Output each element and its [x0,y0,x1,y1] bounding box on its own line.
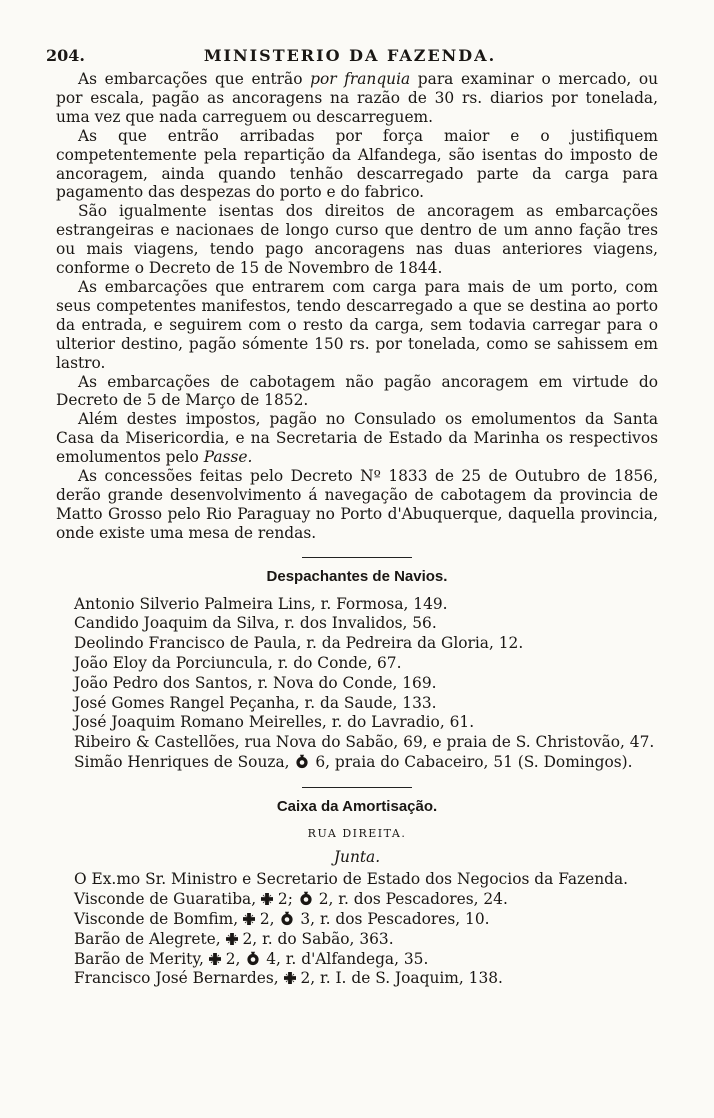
paragraph-text: As concessões feitas pelo Decreto Nº 1833 de 25 de Outubro de 1856, derão grande desenvolvimento á navegação de cabotagem da provincia de Matto Grosso pelo Rio Paraguay no Porto d'Abuquerque, daquella provincia, onde existe uma mesa de rendas. [56,467,658,542]
decoration-grade: 2, [313,890,334,909]
list-item [74,713,658,733]
order-christ-cross-icon [261,890,273,908]
list-item [74,694,658,714]
list-item [74,870,658,890]
caixa-address: RUA DIREITA. [307,826,407,840]
paragraph-emphasis: Passe. [203,448,253,467]
entry-text: r. dos Pescadores, 10. [315,910,490,929]
page-number: 204. [46,46,85,65]
list-item [74,654,658,674]
paragraph-text: As embarcações de cabotagem não pagão ancoragem em virtude do Decreto de 5 de Março de 1852. [56,372,658,410]
list-item [74,614,658,634]
decoration-grade: 2, [295,969,316,988]
entry-text: praia do Cabaceiro, 51 (S. Domingos). [330,752,633,771]
paragraph [56,127,658,203]
entry-text: r. I. de S. Joaquim, 138. [315,969,503,988]
caixa-members-list [74,870,658,989]
entry-text: Francisco José Bernardes, [74,969,279,988]
running-header [46,46,654,70]
entry-text: José Gomes Rangel Peçanha, r. da Saude, 133. [74,693,437,712]
list-item [74,930,658,950]
decoration-grade: 2, [220,949,241,968]
paragraph-emphasis: por franquia [310,70,411,88]
paragraph-text: As embarcações que entrão [78,70,311,88]
entry-text: r. do Sabão, 363. [257,929,394,948]
list-item [74,910,658,930]
order-rose-insignia-icon [279,910,295,928]
entry-text: José Joaquim Romano Meirelles, r. do Lavradio, 61. [74,713,475,732]
entry-text: r. dos Pescadores, 24. [333,890,508,909]
list-item [74,753,658,773]
section-divider [302,557,412,558]
decoration-grade: 2, [255,910,275,929]
list-item [74,733,658,753]
section-divider [302,787,412,788]
page-body [56,70,658,989]
decoration-grade: 4, [261,949,281,968]
entry-text: Barão de Merity, [74,949,204,968]
despachantes-list [74,595,658,773]
order-christ-cross-icon [209,950,221,968]
paragraph-text: Além destes impostos, pagão no Consulado os emolumentos da Santa Casa da Misericordia, e na Secretaria de Estado da Marinha os respectivos emolumentos pelo [56,410,658,467]
paragraph-text: para examinar o mercado, ou por escala, pagão as ancoragens na razão de 30 rs. diarios por tonelada, uma vez que nada carreguem ou descarreguem. [56,70,659,126]
entry-text: Ribeiro & Castellões, rua Nova do Sabão, 69, e praia de S. Christovão, 47. [74,733,655,752]
decoration-grade: 2, [237,929,258,948]
order-christ-cross-icon [226,930,238,948]
paragraph [56,373,658,411]
order-christ-cross-icon [284,969,296,987]
entry-text: Barão de Alegrete, [74,929,221,948]
paragraph [56,410,658,467]
entry-text: João Pedro dos Santos, r. Nova do Conde, 169. [74,673,437,692]
port-fees-text [56,70,658,543]
order-rose-insignia-icon [245,950,261,968]
entry-text: Deolindo Francisco de Paula, r. da Pedreira da Gloria, 12. [74,634,524,653]
decoration-grade: 3, [295,910,316,929]
entry-text: r. d'Alfandega, 35. [280,949,429,968]
entry-text: Simão Henriques de Souza, [74,752,290,771]
entry-text: O Ex.mo Sr. Ministro e Secretario de Estado dos Negocios da Fazenda. [74,870,629,889]
decoration-grade: 6, [310,752,331,771]
list-item [74,634,658,654]
paragraph [56,70,658,127]
paragraph-text: As que entrão arribadas por força maior e o justifiquem competentemente pela repartição da Alfandega, são isentas do imposto de ancoragem, ainda quando tenhão descarregado parte da carga para pagamento das despezas do porto e do fabrico. [56,126,658,202]
entry-text: Visconde de Bomfim, [74,910,239,929]
decoration-grade: 2; [273,890,293,909]
list-item [74,674,658,694]
entry-text: Visconde de Guaratiba, [74,890,257,909]
list-item [74,969,658,989]
list-item [74,595,658,615]
caixa-heading: Caixa da Amortisação. [276,797,438,815]
list-item [74,890,658,910]
order-christ-cross-icon [243,910,255,928]
paragraph [56,202,658,278]
entry-text: Antonio Silverio Palmeira Lins, r. Formosa, 149. [74,594,448,613]
paragraph-text: São igualmente isentas dos direitos de ancoragem as embarcações estrangeiras e nacionaes de longo curso que dentro de um anno fação tres ou mais viagens, tendo pago ancoragens nas duas anteriores viagens, conforme o Decreto de 15 de Novembro de 1844. [56,202,658,278]
list-item [74,950,658,970]
paragraph [56,278,658,373]
paragraph-text: As embarcações que entrarem com carga para mais de um porto, com seus competentes manifestos, tendo descarregado a que se destina ao porto da entrada, e seguirem com o resto da carga, sem todavia carregar para o ulterior destino, pagão sómente 150 rs. por tonelada, como se sahissem em lastro. [56,277,658,372]
order-rose-insignia-icon [298,890,314,908]
junta-heading: Junta. [333,847,381,866]
order-rose-insignia-icon [294,753,310,771]
entry-text: Candido Joaquim da Silva, r. dos Invalidos, 56. [74,614,437,633]
running-title: MINISTERIO DA FAZENDA. [203,46,497,65]
paragraph [56,467,658,543]
despachantes-heading: Despachantes de Navios. [266,567,448,585]
entry-text: João Eloy da Porciuncula, r. do Conde, 67. [74,653,402,672]
